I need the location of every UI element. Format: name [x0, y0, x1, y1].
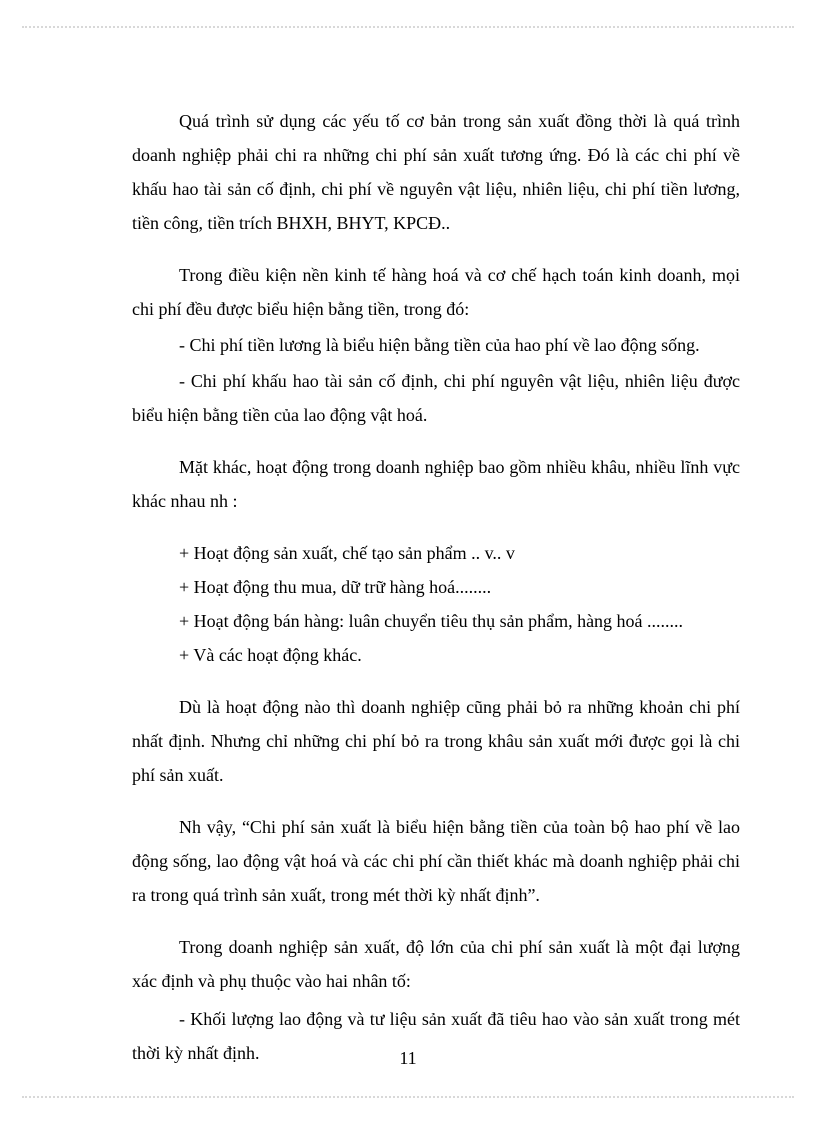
page-border-top — [22, 26, 794, 28]
paragraph-certain-costs: Dù là hoạt động nào thì doanh nghiệp cũng phải bỏ ra những khoản chi phí nhất định. Nhưng chỉ những chi phí bỏ ra trong khâu sản xuất mới được gọi là chi phí sản xuất. — [132, 697, 740, 785]
list-item-labor-volume: - Khối lượng lao động và tư liệu sản xuất đã tiêu hao vào sản xuất trong mét thời kỳ nhất định. — [132, 1009, 740, 1063]
paragraph-definition: Nh vậy, “Chi phí sản xuất là biểu hiện bằng tiền của toàn bộ hao phí về lao động sống, lao động vật hoá và các chi phí cần thiết khác mà doanh nghiệp phải chi ra trong quá trình sản xuất, trong mét thời kỳ nhất định”. — [132, 817, 740, 905]
list-item-other-activities: + Và các hoạt động khác. — [179, 645, 362, 665]
list-item-purchasing-activity: + Hoạt động thu mua, dữ trữ hàng hoá........ — [179, 577, 492, 597]
paragraph-activities: Mặt khác, hoạt động trong doanh nghiệp bao gồm nhiều khâu, nhiều lĩnh vực khác nhau nh : — [132, 457, 740, 511]
page-number: 11 — [399, 1048, 417, 1068]
page-border-bottom — [22, 1096, 794, 1098]
document-body — [132, 104, 740, 1070]
list-item-wage-cost: - Chi phí tiền lương là biểu hiện bằng tiền của hao phí về lao động sống. — [179, 335, 700, 355]
list-item-depreciation-cost: - Chi phí khấu hao tài sản cố định, chi phí nguyên vật liệu, nhiên liệu được biểu hiện bằng tiền của lao động vật hoá. — [132, 371, 740, 425]
list-item-production-activity: + Hoạt động sản xuất, chế tạo sản phẩm .. v.. v — [179, 543, 515, 563]
paragraph-magnitude-factors: Trong doanh nghiệp sản xuất, độ lớn của chi phí sản xuất là một đại lượng xác định và phụ thuộc vào hai nhân tố: — [132, 937, 740, 991]
paragraph-market-economy: Trong điều kiện nền kinh tế hàng hoá và cơ chế hạch toán kinh doanh, mọi chi phí đều được biểu hiện bằng tiền, trong đó: — [132, 265, 740, 319]
paragraph-production-costs-intro: Quá trình sử dụng các yếu tố cơ bản trong sản xuất đồng thời là quá trình doanh nghiệp phải chi ra những chi phí sản xuất tương ứng. Đó là các chi phí về khấu hao tài sản cố định, chi phí về nguyên vật liệu, nhiên liệu, chi phí tiền lương, tiền công, tiền trích BHXH, BHYT, KPCĐ.. — [132, 111, 740, 233]
list-item-sales-activity: + Hoạt động bán hàng: luân chuyển tiêu thụ sản phẩm, hàng hoá ........ — [179, 611, 684, 631]
